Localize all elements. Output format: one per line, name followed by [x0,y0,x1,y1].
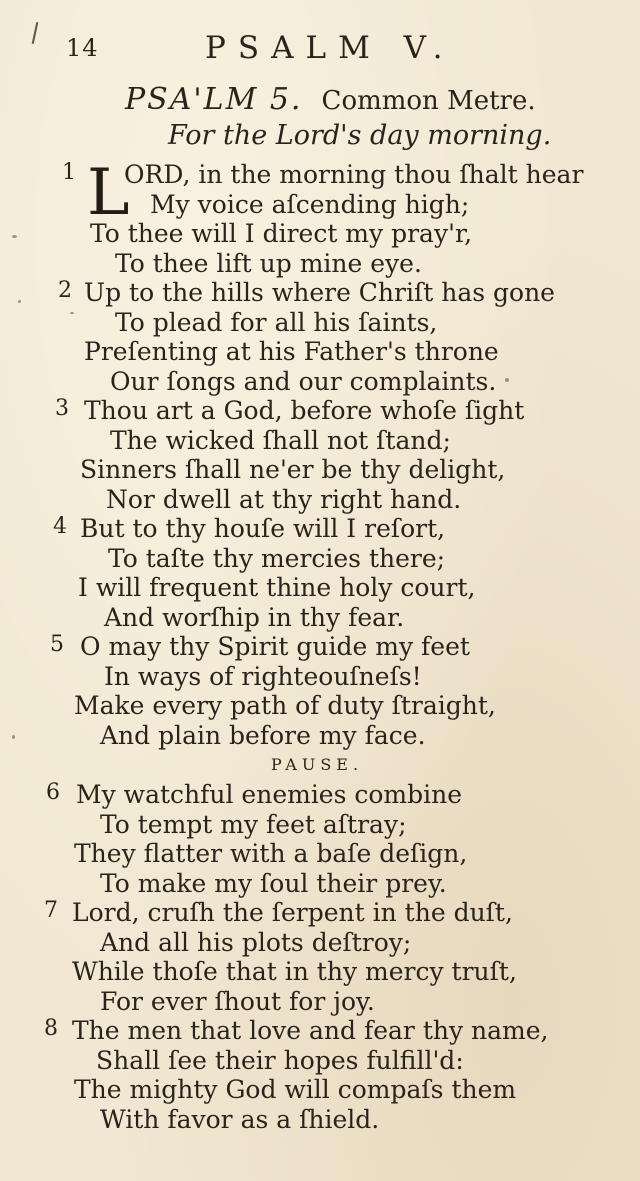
verse-line: My watchful enemies combine [76,780,463,809]
verse-line: Lord, cruſh the ſerpent in the duſt, [72,898,513,927]
verse-number: 7 [44,898,58,923]
verses [0,156,640,1134]
verse-number: 6 [46,780,60,805]
verse-line: But to thy houſe will I reſort, [80,514,446,543]
verse-line: I will frequent thine holy court, [78,573,476,602]
verse-line: To thee will I direct my pray'r, [90,219,473,248]
verse-line: To make my ſoul their prey. [100,868,447,898]
verse-line: To tempt my feet aſtray; [100,809,407,839]
verse-line: With favor as a ſhield. [100,1104,380,1134]
stanza-1 [0,156,640,278]
pause-label: PAUSE. [271,755,364,774]
running-title: PSALM V. [205,30,455,66]
verse-number: 1 [62,160,76,185]
verse-line: The wicked ſhall not ſtand; [110,425,451,455]
verse-line: The mighty God will compaſs them [74,1075,517,1104]
running-head [0,26,640,76]
verse-line: They flatter with a baſe deſign, [74,839,468,868]
verse-line: For ever ſhout for joy. [100,986,375,1016]
verse-number: 8 [44,1016,58,1041]
stanza-5 [0,632,640,750]
stanza-2 [0,278,640,396]
stanza-8 [0,1016,640,1134]
verse-line: And all his plots deſtroy; [100,927,412,957]
stanza-6 [0,780,640,898]
verse-line: And plain before my face. [100,720,426,750]
stanza-7 [0,898,640,1016]
verse-number: 5 [50,632,64,657]
verse-line: Sinners ſhall ne'er be thy delight, [80,455,506,484]
verse-line: Preſenting at his Father's throne [84,337,499,366]
psalm-meter: Common Metre. [321,86,536,116]
verse-line: Shall ſee their hopes fulfill'd: [96,1045,464,1075]
verse-line: Thou art a God, before whoſe ſight [84,396,525,425]
psalm-title [125,82,585,122]
verse-line: The men that love and fear thy name, [72,1016,549,1045]
drop-cap: L [87,156,130,230]
verse-line: To plead for all his ſaints, [115,307,438,337]
verse-line: ORD, in the morning thou ſhalt hear [124,160,584,189]
page-number: 14 [66,34,99,62]
verse-line: Make every path of duty ſtraight, [74,691,496,720]
verse-line: While thoſe that in thy mercy truſt, [72,957,517,986]
verse-line: Our ſongs and our complaints. [110,366,497,396]
verse-line: And worſhip in thy fear. [104,602,405,632]
stanza-3 [0,396,640,514]
psalm-name: PSA'LM 5. [125,82,303,117]
verse-number: 4 [53,514,67,539]
stanza-4 [0,514,640,632]
verse-line: Up to the hills where Chriſt has gone [84,278,555,307]
verse-line: In ways of righteouſneſs! [104,661,422,691]
verse-line: To taſte thy mercies there; [108,543,446,573]
verse-line: To thee lift up mine eye. [115,248,422,278]
psalm-occasion: For the Lord's day morning. [168,120,552,151]
verse-line: Nor dwell at thy right hand. [106,484,462,514]
verse-line: My voice aſcending high; [150,189,470,219]
verse-line: O may thy Spirit guide my feet [80,632,470,661]
verse-number: 2 [58,278,72,303]
verse-number: 3 [55,396,69,421]
